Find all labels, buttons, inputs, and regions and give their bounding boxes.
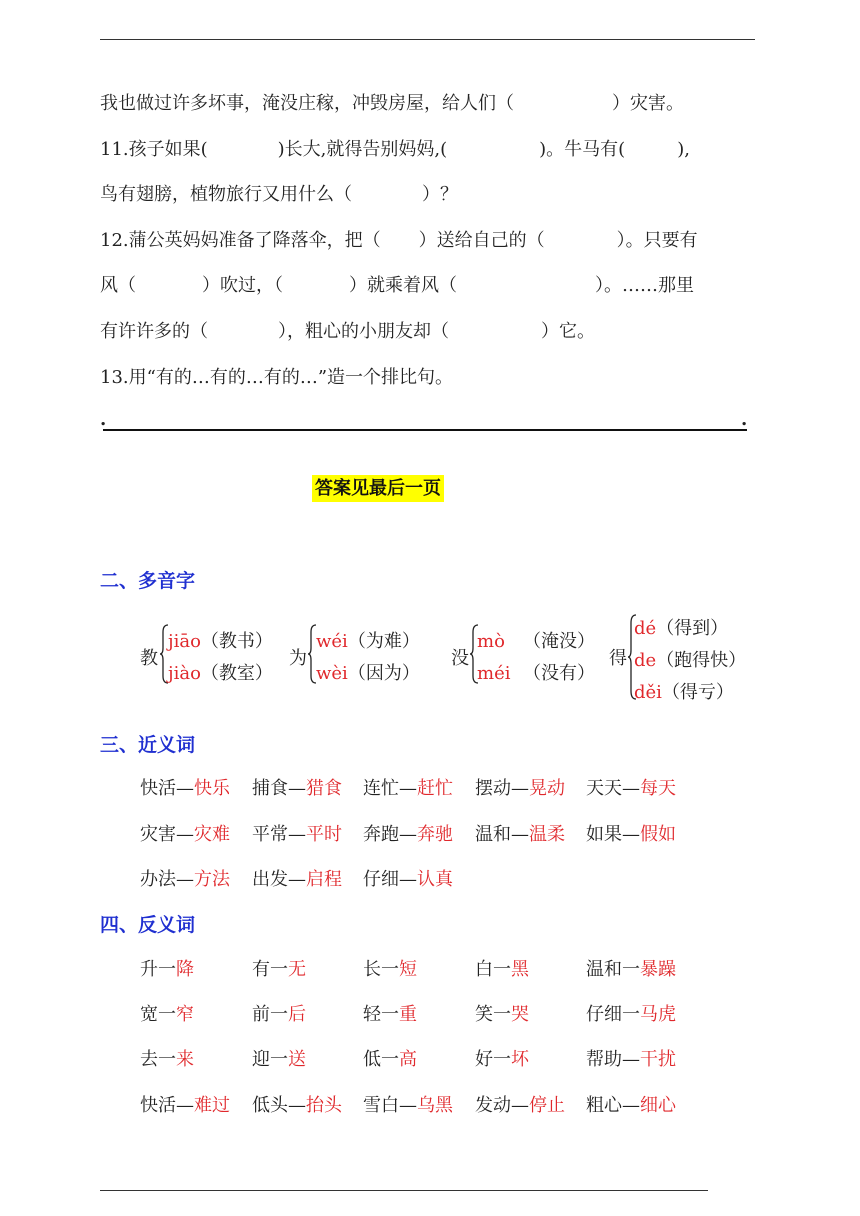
- synonym-pair: [140, 820, 230, 846]
- synonym-word: 仔细—: [363, 869, 417, 890]
- antonym-word: 仔细一: [586, 1004, 640, 1025]
- antonym-word: 雪白—: [363, 1095, 417, 1116]
- antonym-pair: [140, 1091, 230, 1117]
- synonym-pair: [475, 774, 565, 800]
- antonym-word: 低一: [363, 1049, 399, 1070]
- question-13: 13.用“有的…有的…有的…”造一个排比句。: [100, 367, 454, 388]
- antonym-answer: 坏: [511, 1049, 529, 1070]
- section-title-antonyms: 四、反义词: [100, 914, 196, 936]
- antonym-answer: 马虎: [640, 1004, 676, 1025]
- antonym-pair: [586, 1045, 676, 1071]
- antonym-word: 宽一: [140, 1004, 176, 1025]
- antonym-word: 笑一: [475, 1004, 511, 1025]
- antonym-word: 长一: [363, 959, 399, 980]
- synonym-answer: 赶忙: [417, 778, 453, 799]
- antonym-word: 低头—: [252, 1095, 306, 1116]
- answer-line-dot-right: .: [741, 409, 748, 430]
- antonym-word: 温和一: [586, 959, 640, 980]
- antonym-answer: 黑: [511, 959, 529, 980]
- antonym-word: 发动—: [475, 1095, 529, 1116]
- antonym-answer: 短: [399, 959, 417, 980]
- synonym-answer: 平时: [306, 824, 342, 845]
- question-11-line-2: 鸟有翅膀，植物旅行又用什么（ ）？: [100, 184, 458, 205]
- polyphone-char: 为: [289, 648, 307, 669]
- antonym-pair: [475, 1045, 529, 1071]
- antonym-word: 白一: [475, 959, 511, 980]
- question-12-line-3: 有许许多的（ ），粗心的小朋友却（ ）它。: [100, 321, 595, 342]
- sentence-answer-line: [103, 429, 747, 431]
- antonym-word: 轻一: [363, 1004, 399, 1025]
- antonym-pair: [586, 955, 676, 981]
- antonym-word: 好一: [475, 1049, 511, 1070]
- synonym-word: 办法—: [140, 869, 194, 890]
- antonym-pair: [252, 955, 306, 981]
- antonym-pair: [363, 1045, 417, 1071]
- synonym-pair: [140, 774, 230, 800]
- synonym-answer: 晃动: [529, 778, 565, 799]
- synonym-pair: [363, 820, 453, 846]
- antonym-answer: 难过: [194, 1095, 230, 1116]
- antonym-word: 迎一: [252, 1049, 288, 1070]
- polyphone-char: 教: [140, 648, 158, 669]
- antonym-answer: 后: [288, 1004, 306, 1025]
- antonym-answer: 无: [288, 959, 306, 980]
- synonym-answer: 启程: [306, 869, 342, 890]
- antonym-pair: [586, 1000, 676, 1026]
- antonym-word: 帮助—: [586, 1049, 640, 1070]
- polyphone-reading: dé（得到）: [634, 618, 729, 639]
- synonym-answer: 奔驰: [417, 824, 453, 845]
- synonym-word: 天天—: [586, 778, 640, 799]
- header-rule: [100, 39, 755, 40]
- antonym-word: 去一: [140, 1049, 176, 1070]
- synonym-word: 快活—: [140, 778, 194, 799]
- synonym-word: 出发—: [252, 869, 306, 890]
- polyphone-reading: méi （没有）: [477, 663, 595, 684]
- polyphone-char: 得: [609, 648, 627, 669]
- antonym-answer: 哭: [511, 1004, 529, 1025]
- synonym-word: 如果—: [586, 824, 640, 845]
- antonym-pair: [252, 1045, 306, 1071]
- synonym-answer: 假如: [640, 824, 676, 845]
- synonym-pair: [586, 820, 676, 846]
- synonym-pair: [586, 774, 676, 800]
- synonym-answer: 认真: [417, 869, 453, 890]
- question-12-line-1: 12.蒲公英妈妈准备了降落伞，把（ ）送给自己的（ ）。只要有: [100, 230, 698, 251]
- antonym-answer: 抬头: [306, 1095, 342, 1116]
- antonym-pair: [586, 1091, 676, 1117]
- antonym-pair: [252, 1091, 342, 1117]
- synonym-answer: 快乐: [194, 778, 230, 799]
- antonym-pair: [140, 955, 194, 981]
- polyphone-reading: mò （淹没）: [477, 631, 595, 652]
- section-title-synonyms: 三、近义词: [100, 734, 196, 756]
- question-10-continuation: 我也做过许多坏事，淹没庄稼，冲毁房屋，给人们（ ）灾害。: [100, 93, 684, 114]
- polyphone-reading: wèi（因为）: [316, 663, 420, 684]
- synonym-answer: 温柔: [529, 824, 565, 845]
- synonym-pair: [363, 865, 453, 891]
- antonym-answer: 高: [399, 1049, 417, 1070]
- synonym-word: 灾害—: [140, 824, 194, 845]
- antonym-pair: [475, 1000, 529, 1026]
- synonym-pair: [252, 774, 342, 800]
- antonym-pair: [140, 1000, 194, 1026]
- antonym-pair: [140, 1045, 194, 1071]
- section-title-polyphones: 二、多音字: [100, 570, 196, 592]
- antonym-word: 快活—: [140, 1095, 194, 1116]
- synonym-answer: 每天: [640, 778, 676, 799]
- synonym-word: 摆动—: [475, 778, 529, 799]
- antonym-pair: [252, 1000, 306, 1026]
- antonym-pair: [363, 1091, 453, 1117]
- polyphone-reading: wéi（为难）: [316, 631, 420, 652]
- synonym-answer: 方法: [194, 869, 230, 890]
- synonym-answer: 灾难: [194, 824, 230, 845]
- antonym-word: 粗心—: [586, 1095, 640, 1116]
- polyphone-reading: jiāo（教书）: [168, 631, 273, 652]
- antonym-answer: 来: [176, 1049, 194, 1070]
- antonym-answer: 降: [176, 959, 194, 980]
- synonym-pair: [252, 820, 342, 846]
- footer-rule: [100, 1190, 708, 1191]
- synonym-answer: 猎食: [306, 778, 342, 799]
- antonym-pair: [363, 955, 417, 981]
- antonym-answer: 干扰: [640, 1049, 676, 1070]
- antonym-pair: [363, 1000, 417, 1026]
- synonym-word: 平常—: [252, 824, 306, 845]
- antonym-answer: 暴躁: [640, 959, 676, 980]
- antonym-word: 升一: [140, 959, 176, 980]
- question-12-line-2: 风（ ）吹过，（ ）就乘着风（ ）。……那里: [100, 275, 694, 296]
- synonym-pair: [252, 865, 342, 891]
- antonym-pair: [475, 955, 529, 981]
- antonym-answer: 停止: [529, 1095, 565, 1116]
- answer-line-dot-left: .: [100, 409, 107, 430]
- synonym-word: 奔跑—: [363, 824, 417, 845]
- synonym-word: 连忙—: [363, 778, 417, 799]
- antonym-answer: 窄: [176, 1004, 194, 1025]
- polyphone-reading: děi（得亏）: [634, 682, 734, 703]
- synonym-pair: [475, 820, 565, 846]
- antonym-word: 前一: [252, 1004, 288, 1025]
- antonym-answer: 送: [288, 1049, 306, 1070]
- antonym-pair: [475, 1091, 565, 1117]
- synonym-word: 捕食—: [252, 778, 306, 799]
- antonym-answer: 乌黑: [417, 1095, 453, 1116]
- question-11-line-1: 11.孩子如果( )长大,就得告别妈妈,( )。牛马有( ),: [100, 139, 690, 160]
- synonym-word: 温和—: [475, 824, 529, 845]
- polyphone-reading: de（跑得快）: [634, 650, 747, 671]
- polyphone-reading: jiào（教室）: [168, 663, 273, 684]
- antonym-answer: 重: [399, 1004, 417, 1025]
- synonym-pair: [140, 865, 230, 891]
- antonym-word: 有一: [252, 959, 288, 980]
- synonym-pair: [363, 774, 453, 800]
- polyphone-char: 没: [451, 648, 469, 669]
- answer-note-highlight: 答案见最后一页: [312, 475, 444, 502]
- antonym-answer: 细心: [640, 1095, 676, 1116]
